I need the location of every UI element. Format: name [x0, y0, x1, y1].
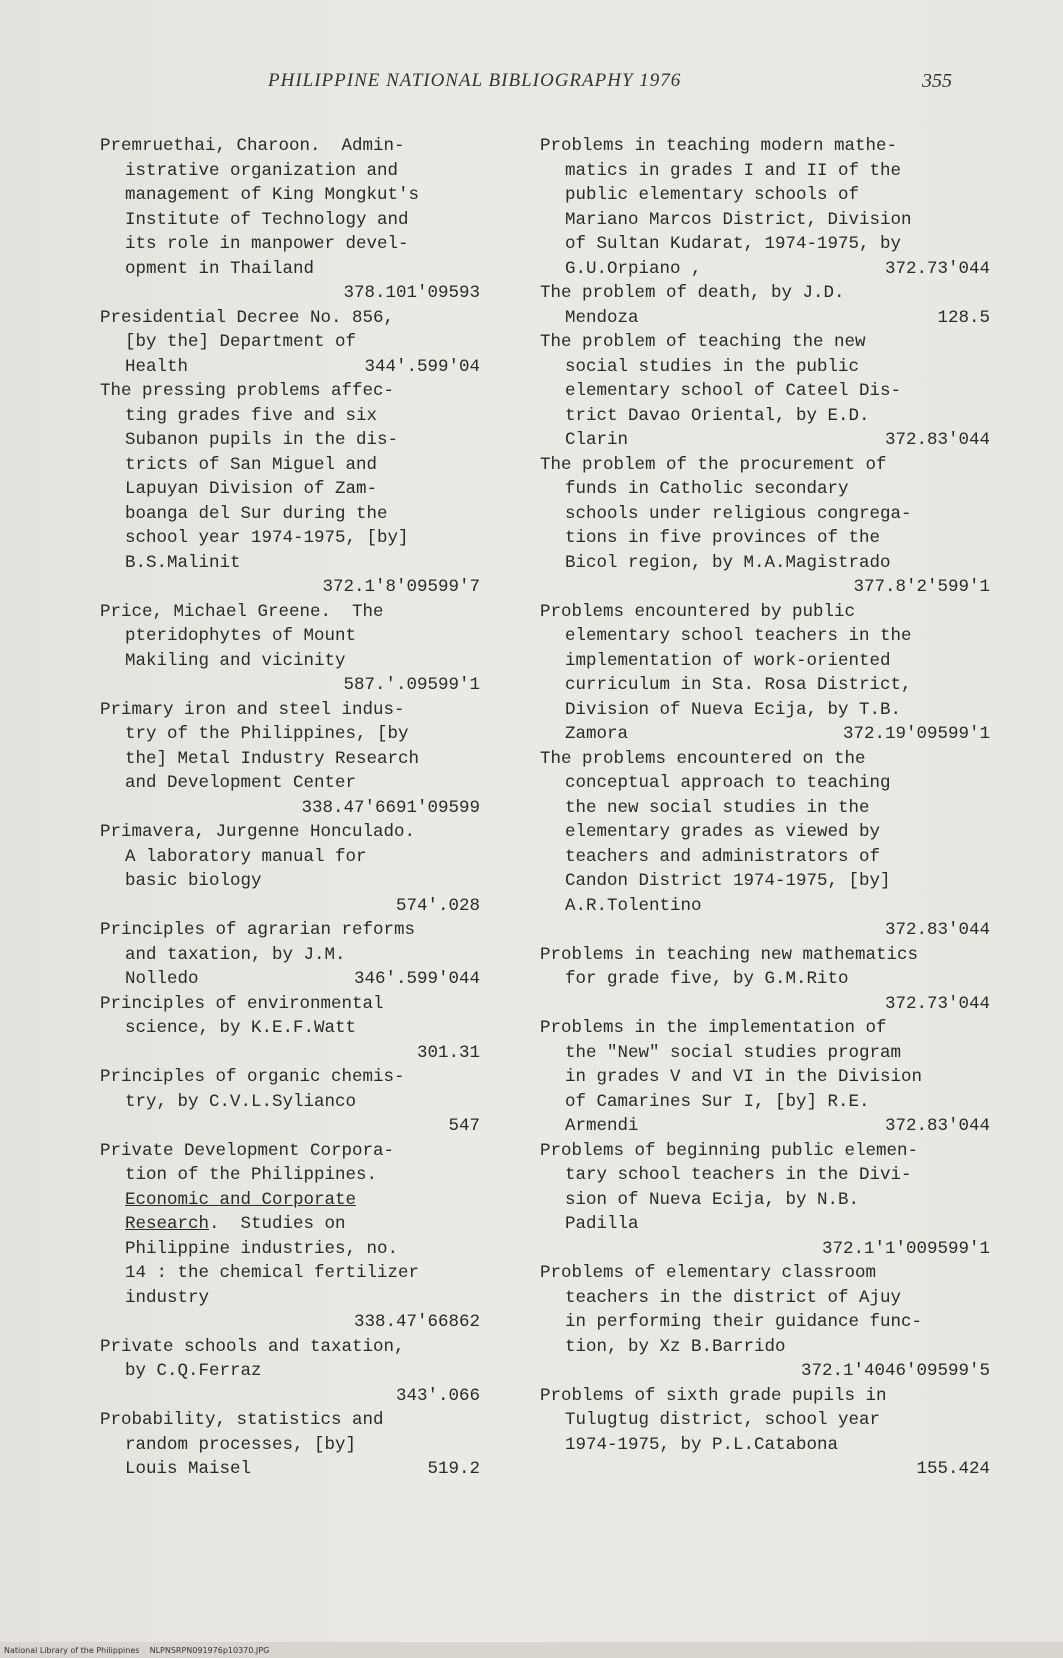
entry-line: try of the Philippines, [by: [125, 724, 409, 744]
left-column: [100, 134, 480, 1482]
call-number: 372.83'044: [884, 920, 990, 940]
entry-last-line: [540, 1114, 990, 1139]
call-number: 547: [448, 1116, 480, 1136]
entry-line: Private Development Corpora-: [100, 1140, 395, 1161]
entry-line: The problem of death, by J.D.: [540, 283, 845, 303]
entry-line: Padilla: [565, 1214, 639, 1234]
entry-last-line: [540, 257, 990, 282]
bibliography-entry: [100, 698, 480, 821]
entry-line: random processes, [by]: [125, 1434, 357, 1455]
bibliography-entry: [540, 1016, 990, 1139]
entry-text: Zamora: [565, 724, 629, 744]
entry-line: Price, Michael Greene. The: [100, 601, 384, 622]
bibliography-entry: [100, 918, 480, 992]
entry-last-line: [100, 1457, 480, 1482]
right-column: [540, 134, 990, 1482]
entry-text: Nolledo: [125, 969, 199, 989]
entry-line: elementary grades as viewed by: [565, 822, 881, 842]
entry-line: its role in manpower devel-: [125, 234, 409, 254]
entry-line: basic biology: [125, 871, 262, 891]
entry-line: by C.Q.Ferraz: [125, 1361, 262, 1381]
bibliography-entry: [100, 1335, 480, 1409]
entry-text: Clarin: [565, 430, 629, 450]
call-number: 372.73'044: [884, 993, 990, 1014]
entry-line: opment in Thailand: [125, 258, 315, 279]
call-number: 587.'.09599'1: [343, 675, 480, 695]
entry-line: the "New" social studies program: [565, 1042, 902, 1063]
bibliography-entry: [540, 1139, 990, 1262]
call-number: 346'.599'044: [353, 969, 480, 989]
entry-line: management of King Mongkut's: [125, 185, 420, 205]
entry-text: G.U.Orpiano ,: [565, 258, 702, 279]
entry-line: Premruethai, Charoon. Admin-: [100, 136, 405, 156]
bibliography-entry: [100, 379, 480, 600]
entry-line: and Development Center: [125, 773, 357, 793]
bibliography-entry: [100, 1408, 480, 1482]
entry-line: Probability, statistics and: [100, 1410, 384, 1430]
entry-text: Armendi: [565, 1116, 639, 1136]
entry-line: Problems of elementary classroom: [540, 1263, 877, 1283]
footer-source: National Library of the Philippines: [4, 1646, 140, 1655]
entry-line: Lapuyan Division of Zam-: [125, 479, 378, 499]
entry-line: trict Davao Oriental, by E.D.: [565, 405, 870, 426]
entry-line: of Sultan Kudarat, 1974-1975, by: [565, 234, 902, 254]
bibliography-entry: [100, 134, 480, 306]
entry-line: Principles of agrarian reforms: [100, 920, 416, 940]
call-number: 338.47'6691'09599: [301, 797, 480, 818]
entry-line: science, by K.E.F.Watt: [125, 1018, 357, 1038]
call-number: 372.83'044: [884, 430, 990, 450]
entry-line: school year 1974-1975, [by]: [125, 528, 409, 548]
entry-line: Bicol region, by M.A.Magistrado: [565, 552, 891, 573]
call-number: 155.424: [916, 1459, 990, 1479]
entry-line: Problems of beginning public elemen-: [540, 1140, 919, 1161]
entry-line: [by the] Department of: [125, 332, 357, 352]
call-number: 301.31: [416, 1042, 480, 1063]
bibliography-entry: [100, 992, 480, 1066]
bibliography-entry: [540, 134, 990, 281]
entry-line: elementary school teachers in the: [565, 626, 912, 646]
entry-line: A laboratory manual for: [125, 846, 367, 867]
bibliography-entry: [100, 600, 480, 698]
entry-line: The problem of teaching the new: [540, 332, 866, 352]
entry-line: Institute of Technology and: [125, 209, 409, 230]
call-number: 519.2: [427, 1459, 480, 1479]
call-number: 128.5: [937, 307, 990, 328]
footer-file: NLPNSRPN091976p10370.JPG: [149, 1646, 270, 1655]
entry-line: 14 : the chemical fertilizer: [125, 1263, 420, 1283]
page-number: 355: [922, 70, 952, 92]
entry-line: social studies in the public: [565, 356, 860, 377]
entry-line: in performing their guidance func-: [565, 1312, 923, 1332]
entry-line: B.S.Malinit: [125, 552, 241, 573]
entry-line: teachers and administrators of: [565, 846, 881, 867]
call-number: 372.1'1'009599'1: [821, 1238, 990, 1259]
entry-line: sion of Nueva Ecija, by N.B.: [565, 1189, 860, 1210]
entry-line: tricts of San Miguel and: [125, 454, 378, 475]
entry-line: try, by C.V.L.Sylianco: [125, 1091, 357, 1112]
entry-line: Problems of sixth grade pupils in: [540, 1385, 887, 1406]
entry-line: The problems encountered on the: [540, 748, 866, 769]
entry-line: elementary school of Cateel Dis-: [565, 381, 902, 401]
entry-line: and taxation, by J.M.: [125, 944, 346, 965]
call-number: 372.1'8'09599'7: [322, 577, 480, 597]
entry-line: boanga del Sur during the: [125, 503, 388, 524]
entry-line: tion, by Xz B.Barrido: [565, 1336, 786, 1357]
bibliography-entry: [540, 281, 990, 330]
call-number: 372.1'4046'09599'5: [800, 1361, 990, 1381]
call-number: 338.47'66862: [353, 1312, 480, 1332]
entry-line: industry: [125, 1287, 210, 1308]
entry-line: implementation of work-oriented: [565, 650, 891, 671]
call-number: 372.73'044: [884, 258, 990, 279]
entry-line: ting grades five and six: [125, 405, 378, 426]
entry-line: tion of the Philippines.: [125, 1165, 378, 1185]
entry-line: Principles of environmental: [100, 993, 384, 1014]
entry-line: pteridophytes of Mount: [125, 626, 357, 646]
entry-line: Subanon pupils in the dis-: [125, 430, 399, 450]
entry-line: Primavera, Jurgenne Honculado.: [100, 822, 416, 842]
bibliography-entry: [540, 1384, 990, 1482]
entry-last-line: [540, 306, 990, 331]
bibliography-entry: [540, 1261, 990, 1384]
entry-line: for grade five, by G.M.Rito: [565, 969, 849, 989]
entry-line: in grades V and VI in the Division: [565, 1067, 923, 1087]
entry-line: [100, 1188, 480, 1213]
entry-line: Primary iron and steel indus-: [100, 699, 405, 720]
bibliography-entry: [540, 747, 990, 943]
entry-line: The pressing problems affec-: [100, 381, 395, 401]
entry-line: of Camarines Sur I, [by] R.E.: [565, 1091, 870, 1112]
call-number: 372.83'044: [884, 1116, 990, 1136]
entry-line: Problems in teaching new mathematics: [540, 944, 919, 965]
entry-line: Private schools and taxation,: [100, 1336, 405, 1357]
entry-text: Health: [125, 356, 189, 377]
entry-text: Louis Maisel: [125, 1459, 252, 1479]
running-header: PHILIPPINE NATIONAL BIBLIOGRAPHY 1976: [268, 70, 682, 91]
entry-line: tary school teachers in the Divi-: [565, 1165, 912, 1185]
entry-text: . Studies on: [209, 1214, 346, 1234]
entry-last-line: [100, 967, 480, 992]
entry-line: Problems in teaching modern mathe-: [540, 136, 898, 156]
call-number: 343'.066: [395, 1385, 480, 1406]
entry-line: Principles of organic chemis-: [100, 1067, 405, 1087]
entry-line: [100, 1212, 480, 1237]
call-number: 344'.599'04: [364, 356, 480, 377]
entry-line: tions in five provinces of the: [565, 528, 881, 548]
entry-line: The problem of the procurement of: [540, 454, 887, 475]
entry-line: conceptual approach to teaching: [565, 773, 891, 793]
entry-line: Division of Nueva Ecija, by T.B.: [565, 699, 902, 720]
bibliography-entry: [540, 330, 990, 453]
entry-text: Mendoza: [565, 307, 639, 328]
bibliography-entry: [540, 943, 990, 1017]
entry-line: Problems encountered by public: [540, 601, 856, 622]
scan-footer: [4, 1646, 269, 1655]
entry-line: Makiling and vicinity: [125, 650, 346, 671]
entry-last-line: [540, 722, 990, 747]
entry-line: Tulugtug district, school year: [565, 1410, 881, 1430]
call-number: 378.101'09593: [343, 283, 480, 303]
bibliography-entry: [100, 1139, 480, 1335]
entry-line: Problems in the implementation of: [540, 1018, 887, 1038]
entry-line: Mariano Marcos District, Division: [565, 209, 912, 230]
call-number: 372.19'09599'1: [842, 724, 990, 744]
series-title: Economic and Corporate: [125, 1189, 357, 1210]
entry-line: the] Metal Industry Research: [125, 748, 420, 769]
entry-line: teachers in the district of Ajuy: [565, 1287, 902, 1308]
entry-line: Presidential Decree No. 856,: [100, 307, 395, 328]
call-number: 574'.028: [395, 895, 480, 916]
bibliography-entry: [540, 453, 990, 600]
entry-line: Philippine industries, no.: [125, 1238, 399, 1259]
bibliography-entry: [540, 600, 990, 747]
entry-line: matics in grades I and II of the: [565, 160, 902, 181]
entry-last-line: [540, 428, 990, 453]
series-title: Research: [125, 1214, 210, 1234]
entry-line: funds in Catholic secondary: [565, 479, 849, 499]
entry-line: schools under religious congrega-: [565, 503, 912, 524]
entry-line: curriculum in Sta. Rosa District,: [565, 675, 912, 695]
entry-line: Candon District 1974-1975, [by]: [565, 871, 891, 891]
entry-last-line: [100, 355, 480, 380]
entry-line: public elementary schools of: [565, 185, 860, 205]
bibliography-entry: [100, 1065, 480, 1139]
entry-line: the new social studies in the: [565, 797, 870, 818]
entry-line: istrative organization and: [125, 160, 399, 181]
bibliography-entry: [100, 306, 480, 380]
entry-line: A.R.Tolentino: [565, 895, 702, 916]
bibliography-entry: [100, 820, 480, 918]
entry-line: 1974-1975, by P.L.Catabona: [565, 1434, 839, 1455]
call-number: 377.8'2'599'1: [853, 577, 990, 597]
